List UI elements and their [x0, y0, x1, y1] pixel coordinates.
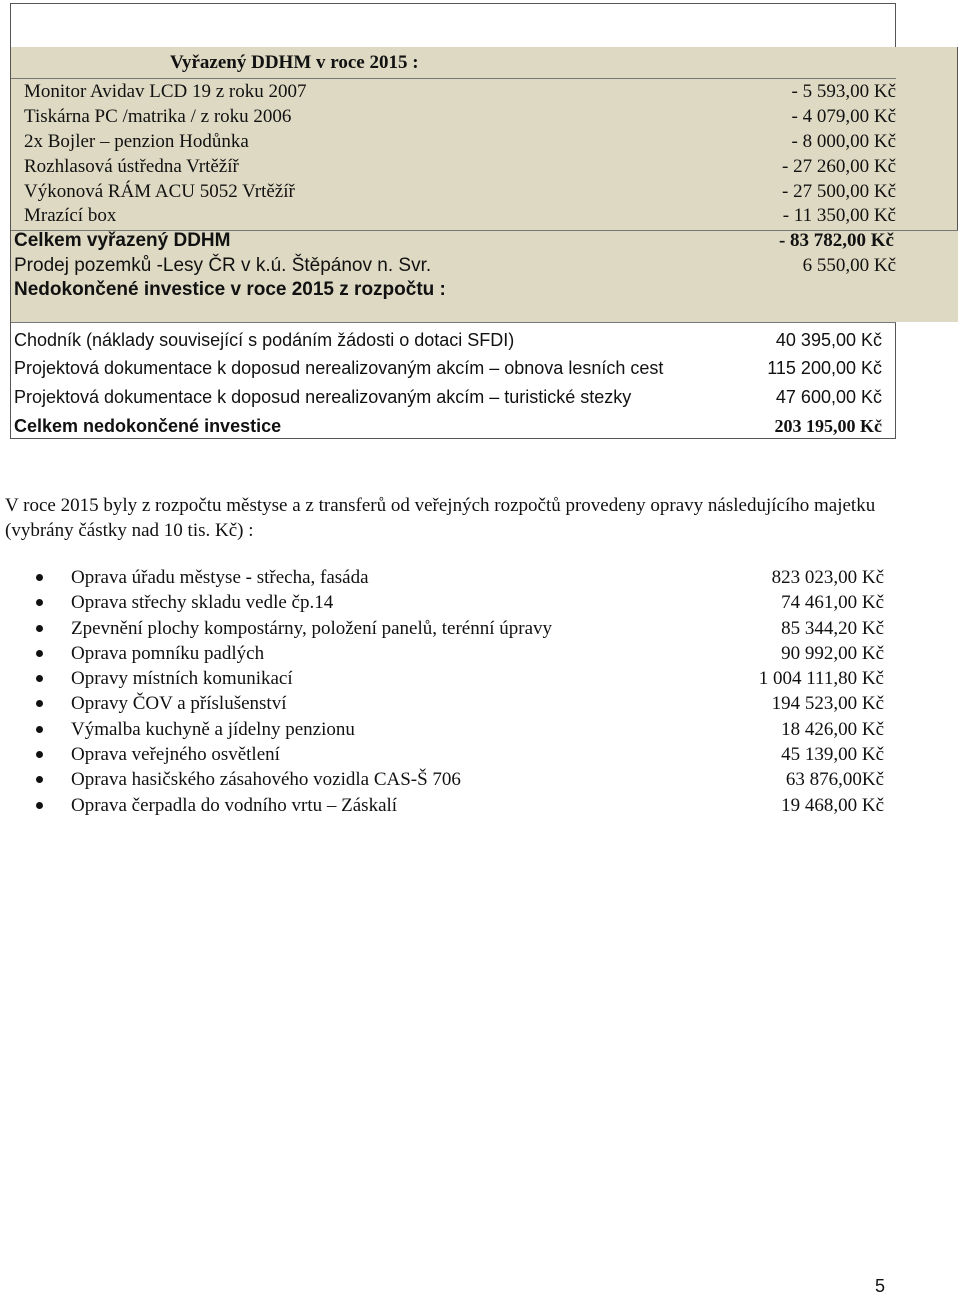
repair-amount: 823 023,00 Kč: [771, 567, 884, 588]
repair-amount: 74 461,00 Kč: [781, 592, 884, 613]
bullet-icon: [36, 625, 43, 632]
repair-label: Oprava čerpadla do vodního vrtu – Záskalí: [71, 795, 398, 816]
discarded-row: [0, 154, 960, 179]
bullet-icon: [36, 650, 43, 657]
repair-label: Oprava hasičského zásahového vozidla CAS-Š 706: [71, 769, 461, 790]
repair-amount: 194 523,00 Kč: [771, 693, 884, 714]
repair-amount: 18 426,00 Kč: [781, 719, 884, 740]
repair-amount: 1 004 111,80 Kč: [758, 668, 884, 689]
discarded-row: [0, 179, 960, 204]
total-amount: 203 195,00 Kč: [774, 416, 882, 436]
bullet-icon: [36, 599, 43, 606]
bullet-icon: [36, 726, 43, 733]
list-item: [0, 666, 960, 691]
bullet-icon: [36, 574, 43, 581]
discarded-title: Vyřazený DDHM v roce 2015 :: [170, 52, 419, 73]
total-amount: - 83 782,00 Kč: [778, 230, 894, 251]
list-item: [0, 717, 960, 742]
unfinished-title-row: [0, 277, 960, 302]
sale-label: Prodej pozemků -Lesy ČR v k.ú. Štěpánov n. Svr.: [14, 255, 432, 276]
investment-row: [0, 383, 960, 411]
repair-label: Opravy místních komunikací: [71, 668, 293, 689]
discarded-total-row: [0, 228, 960, 253]
bullet-icon: [36, 675, 43, 682]
investment-total-row: [0, 412, 960, 440]
repairs-intro-paragraph: V roce 2015 byly z rozpočtu městyse a z transferů od veřejných rozpočtů provedeny opravy následujícího majetku (vybrány částky nad 10 tis. Kč) :: [5, 495, 876, 541]
unfinished-title: Nedokončené investice v roce 2015 z rozpočtu :: [14, 279, 446, 300]
repair-label: Oprava střechy skladu vedle čp.14: [71, 592, 334, 613]
item-amount: - 5 593,00 Kč: [791, 81, 896, 102]
item-label: Projektová dokumentace k doposud nerealizovaným akcím – obnova lesních cest: [14, 358, 664, 378]
list-item: [0, 767, 960, 792]
bullet-icon: [36, 802, 43, 809]
item-label: Projektová dokumentace k doposud nerealizovaným akcím – turistické stezky: [14, 387, 632, 407]
item-label: Monitor Avidav LCD 19 z roku 2007: [24, 81, 307, 102]
item-label: Výkonová RÁM ACU 5052 Vrtěžíř: [24, 181, 295, 202]
discarded-row: [0, 79, 960, 104]
item-amount: - 8 000,00 Kč: [791, 131, 896, 152]
total-label: Celkem vyřazený DDHM: [14, 230, 231, 251]
list-item: [0, 641, 960, 666]
item-amount: - 27 260,00 Kč: [782, 156, 896, 177]
list-item: [0, 565, 960, 590]
repair-label: Zpevnění plochy kompostárny, položení panelů, terénní úpravy: [71, 618, 553, 639]
item-label: Mrazící box: [24, 205, 117, 226]
item-label: 2x Bojler – penzion Hodůnka: [24, 131, 249, 152]
item-amount: - 27 500,00 Kč: [782, 181, 896, 202]
investment-row: [0, 326, 960, 354]
repair-amount: 85 344,20 Kč: [781, 618, 884, 639]
repair-label: Oprava pomníku padlých: [71, 643, 265, 664]
repair-label: Výmalba kuchyně a jídelny penzionu: [71, 719, 355, 740]
bullet-icon: [36, 751, 43, 758]
section-divider: [11, 322, 896, 323]
list-item: [0, 742, 960, 767]
repair-label: Opravy ČOV a příslušenství: [71, 693, 287, 714]
item-amount: - 4 079,00 Kč: [791, 106, 896, 127]
list-item: [0, 793, 960, 818]
discarded-title-row: [0, 50, 960, 76]
repair-label: Oprava veřejného osvětlení: [71, 744, 280, 765]
sale-amount: 6 550,00 Kč: [802, 255, 896, 276]
bullet-icon: [36, 776, 43, 783]
item-label: Chodník (náklady související s podáním žádosti o dotaci SFDI): [14, 330, 515, 350]
item-amount: 47 600,00 Kč: [775, 387, 882, 407]
sale-row: [0, 253, 960, 278]
repair-amount: 90 992,00 Kč: [781, 643, 884, 664]
discarded-row: [0, 129, 960, 154]
total-label: Celkem nedokončené investice: [14, 416, 282, 436]
item-amount: - 11 350,00 Kč: [782, 205, 896, 226]
repair-amount: 19 468,00 Kč: [781, 795, 884, 816]
repair-amount: 45 139,00 Kč: [781, 744, 884, 765]
item-amount: 40 395,00 Kč: [775, 330, 882, 350]
list-item: [0, 590, 960, 615]
list-item: [0, 691, 960, 716]
item-amount: 115 200,00 Kč: [767, 358, 882, 378]
repair-amount: 63 876,00Kč: [785, 769, 884, 790]
item-label: Rozhlasová ústředna Vrtěžíř: [24, 156, 239, 177]
repair-label: Oprava úřadu městyse - střecha, fasáda: [71, 567, 369, 588]
page-number: 5: [875, 1276, 886, 1296]
list-item: [0, 616, 960, 641]
discarded-row: [0, 104, 960, 129]
item-label: Tiskárna PC /matrika / z roku 2006: [24, 106, 292, 127]
bullet-icon: [36, 700, 43, 707]
discarded-row: [0, 203, 960, 228]
investment-row: [0, 354, 960, 382]
